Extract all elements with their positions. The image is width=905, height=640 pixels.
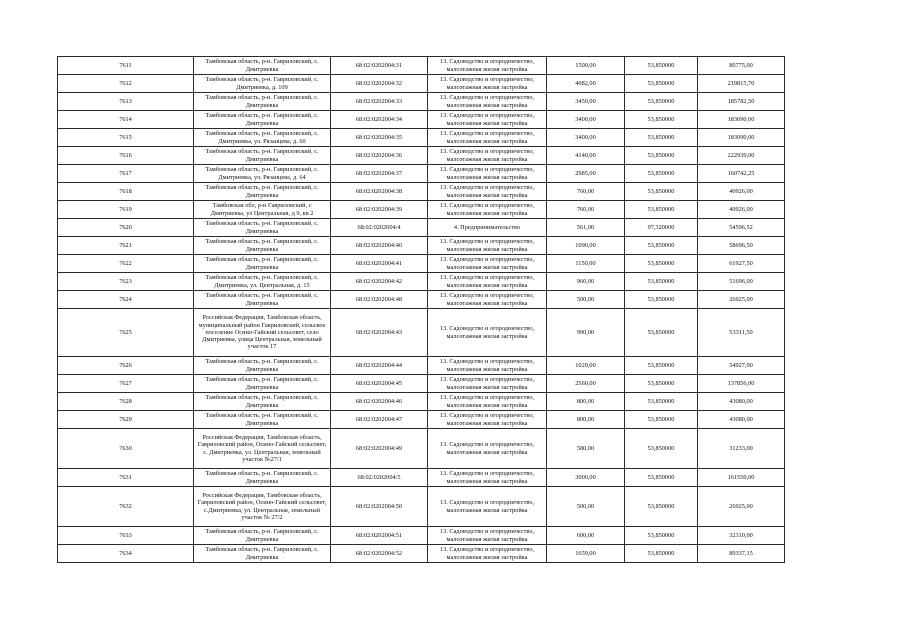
cadastral-value-cell: 160742,25 (698, 165, 785, 183)
specific-value-cell: 53,850000 (625, 429, 698, 469)
address-cell: Тамбовская область, р-н. Гавриловский, с. Дмитриевка, д. 109 (194, 75, 331, 93)
address-cell: Тамбовская область, р-н. Гавриловский, с. Дмитриевка (194, 411, 331, 429)
cadastral-number-cell: 68:02:0202004:42 (331, 273, 428, 291)
land-use-cell: 13. Садоводство и огородничество, малоэтажная жилая застройка (428, 411, 547, 429)
table-row (58, 165, 785, 183)
row-number: 7620 (58, 219, 194, 237)
address-cell: Тамбовская область, р-н. Гавриловский, с. Дмитриевка (194, 183, 331, 201)
area-cell: 500,00 (547, 487, 625, 527)
land-use-cell: 13. Садоводство и огородничество, малоэтажная жилая застройка (428, 429, 547, 469)
land-use-cell: 13. Садоводство и огородничество, малоэтажная жилая застройка (428, 375, 547, 393)
area-cell: 2560,00 (547, 375, 625, 393)
cadastral-number-cell: 68:02:0202004:49 (331, 429, 428, 469)
specific-value-cell: 97,320000 (625, 219, 698, 237)
row-number: 7613 (58, 93, 194, 111)
row-number: 7631 (58, 469, 194, 487)
table-row (58, 309, 785, 357)
specific-value-cell: 53,850000 (625, 201, 698, 219)
cadastral-value-cell: 26925,00 (698, 291, 785, 309)
row-number: 7630 (58, 429, 194, 469)
cadastral-value-cell: 40926,00 (698, 201, 785, 219)
area-cell: 960,00 (547, 273, 625, 291)
land-use-cell: 13. Садоводство и огородничество, малоэтажная жилая застройка (428, 291, 547, 309)
cadastral-number-cell: 68:02:0202004:41 (331, 255, 428, 273)
land-use-cell: 13. Садоводство и огородничество, малоэтажная жилая застройка (428, 165, 547, 183)
area-cell: 800,00 (547, 411, 625, 429)
row-number: 7624 (58, 291, 194, 309)
cadastral-number-cell: 68:02:0202004:39 (331, 201, 428, 219)
land-use-cell: 13. Садоводство и огородничество, малоэтажная жилая застройка (428, 237, 547, 255)
row-number: 7618 (58, 183, 194, 201)
table-row (58, 273, 785, 291)
land-use-cell: 13. Садоводство и огородничество, малоэтажная жилая застройка (428, 527, 547, 545)
cadastral-value-cell: 54927,00 (698, 357, 785, 375)
cadastral-value-table (57, 56, 785, 563)
area-cell: 500,00 (547, 291, 625, 309)
cadastral-number-cell: 68:02:0202004:51 (331, 527, 428, 545)
table-row (58, 291, 785, 309)
area-cell: 600,00 (547, 527, 625, 545)
land-use-cell: 13. Садоводство и огородничество, малоэтажная жилая застройка (428, 111, 547, 129)
table-row (58, 393, 785, 411)
specific-value-cell: 53,850000 (625, 111, 698, 129)
specific-value-cell: 53,850000 (625, 545, 698, 563)
row-number: 7628 (58, 393, 194, 411)
cadastral-value-cell: 58696,50 (698, 237, 785, 255)
cadastral-number-cell: 68:02:0202004:33 (331, 93, 428, 111)
row-number: 7617 (58, 165, 194, 183)
row-number: 7615 (58, 129, 194, 147)
row-number: 7626 (58, 357, 194, 375)
land-use-cell: 13. Садоводство и огородничество, малоэтажная жилая застройка (428, 57, 547, 75)
row-number: 7622 (58, 255, 194, 273)
cadastral-number-cell: 68:02:0202004:46 (331, 393, 428, 411)
land-use-cell: 13. Садоводство и огородничество, малоэтажная жилая застройка (428, 147, 547, 165)
area-cell: 2985,00 (547, 165, 625, 183)
cadastral-number-cell: 68:02:0202004:35 (331, 129, 428, 147)
address-cell: Тамбовская обл, р-н Гавриловский, с Дмитриевка, ул Центральная, д 9, кв 2 (194, 201, 331, 219)
cadastral-number-cell: 68:02:0202004:37 (331, 165, 428, 183)
cadastral-number-cell: 68:02:0202004:50 (331, 487, 428, 527)
row-number: 7623 (58, 273, 194, 291)
area-cell: 3400,00 (547, 129, 625, 147)
table-row (58, 357, 785, 375)
area-cell: 3000,00 (547, 469, 625, 487)
address-cell: Тамбовская область, р-н. Гавриловский, с. Дмитриевка, ул. Рязанцева, д. 64 (194, 165, 331, 183)
cadastral-number-cell: 68:02:0202004:47 (331, 411, 428, 429)
cadastral-number-cell: 68:02:0202004:40 (331, 237, 428, 255)
area-cell: 760,00 (547, 201, 625, 219)
table-row (58, 147, 785, 165)
address-cell: Тамбовская область, р-н. Гавриловский, с. Дмитриевка (194, 375, 331, 393)
cadastral-value-cell: 80775,00 (698, 57, 785, 75)
cadastral-number-cell: 68:02:0202004:34 (331, 111, 428, 129)
cadastral-value-cell: 183090,00 (698, 129, 785, 147)
cadastral-value-cell: 31233,00 (698, 429, 785, 469)
area-cell: 1659,00 (547, 545, 625, 563)
specific-value-cell: 53,850000 (625, 309, 698, 357)
address-cell: Российская Федерация, Тамбовская область, Гавриловский район, Осино-Гайский сельсовет, с.Дмитриевка, ул. Центральная, земельный участок № 27/2 (194, 487, 331, 527)
table-row (58, 429, 785, 469)
address-cell: Тамбовская область, р-н. Гавриловский, с. Дмитриевка, ул. Центральная, д. 15 (194, 273, 331, 291)
row-number: 7629 (58, 411, 194, 429)
cadastral-value-cell: 51696,00 (698, 273, 785, 291)
table-row (58, 129, 785, 147)
specific-value-cell: 53,850000 (625, 411, 698, 429)
area-cell: 3450,00 (547, 93, 625, 111)
specific-value-cell: 53,850000 (625, 183, 698, 201)
specific-value-cell: 53,850000 (625, 129, 698, 147)
cadastral-value-cell: 61927,50 (698, 255, 785, 273)
area-cell: 800,00 (547, 393, 625, 411)
area-cell: 1020,00 (547, 357, 625, 375)
row-number: 7625 (58, 309, 194, 357)
row-number: 7634 (58, 545, 194, 563)
table-row (58, 201, 785, 219)
address-cell: Тамбовская область, р-н. Гавриловский, с. Дмитриевка, ул. Рязанцева, д. 60 (194, 129, 331, 147)
cadastral-value-cell: 137856,00 (698, 375, 785, 393)
address-cell: Тамбовская область, р-н. Гавриловский, с. Дмитриевка (194, 527, 331, 545)
area-cell: 561,00 (547, 219, 625, 237)
area-cell: 580,00 (547, 429, 625, 469)
area-cell: 990,00 (547, 309, 625, 357)
address-cell: Российская Федерация, Тамбовская область, муниципальный район Гавриловский, сельское поселение Осино-Гайский сельсовет, село Дмитриевка, улица Центральная, земельный участок 17 (194, 309, 331, 357)
cadastral-value-cell: 32310,00 (698, 527, 785, 545)
table-row (58, 487, 785, 527)
land-use-cell: 13. Садоводство и огородничество, малоэтажная жилая застройка (428, 93, 547, 111)
cadastral-value-cell: 185782,50 (698, 93, 785, 111)
table-row (58, 57, 785, 75)
land-use-cell: 13. Садоводство и огородничество, малоэтажная жилая застройка (428, 201, 547, 219)
specific-value-cell: 53,850000 (625, 393, 698, 411)
row-number: 7612 (58, 75, 194, 93)
land-use-cell: 13. Садоводство и огородничество, малоэтажная жилая застройка (428, 129, 547, 147)
specific-value-cell: 53,850000 (625, 237, 698, 255)
address-cell: Тамбовская область, р-н. Гавриловский, с. Дмитриевка (194, 237, 331, 255)
address-cell: Российская Федерация, Тамбовская область, Гавриловский район, Осино-Гайский сельсовет, с. Дмитриевка, ул. Центральная, земельный участок №27/1 (194, 429, 331, 469)
address-cell: Тамбовская область, р-н. Гавриловский, с. Дмитриевка (194, 469, 331, 487)
row-number: 7627 (58, 375, 194, 393)
area-cell: 4140,00 (547, 147, 625, 165)
row-number: 7621 (58, 237, 194, 255)
specific-value-cell: 53,850000 (625, 469, 698, 487)
land-use-cell: 13. Садоводство и огородничество, малоэтажная жилая застройка (428, 309, 547, 357)
cadastral-value-cell: 89337,15 (698, 545, 785, 563)
specific-value-cell: 53,850000 (625, 487, 698, 527)
land-use-cell: 13. Садоводство и огородничество, малоэтажная жилая застройка (428, 357, 547, 375)
specific-value-cell: 53,850000 (625, 273, 698, 291)
specific-value-cell: 53,850000 (625, 93, 698, 111)
land-use-cell: 13. Садоводство и огородничество, малоэтажная жилая застройка (428, 75, 547, 93)
specific-value-cell: 53,850000 (625, 291, 698, 309)
land-use-cell: 13. Садоводство и огородничество, малоэтажная жилая застройка (428, 183, 547, 201)
address-cell: Тамбовская область, р-н. Гавриловский, с. Дмитриевка (194, 393, 331, 411)
area-cell: 1090,00 (547, 237, 625, 255)
address-cell: Тамбовская область, р-н. Гавриловский, с. Дмитриевка (194, 219, 331, 237)
table-row (58, 545, 785, 563)
address-cell: Тамбовская область, р-н. Гавриловский, с. Дмитриевка (194, 57, 331, 75)
cadastral-number-cell: 68:02:0202004:45 (331, 375, 428, 393)
cadastral-number-cell: 68:02:0202004:38 (331, 183, 428, 201)
area-cell: 1500,00 (547, 57, 625, 75)
land-use-cell: 13. Садоводство и огородничество, малоэтажная жилая застройка (428, 469, 547, 487)
cadastral-number-cell: 68:02:0202004:32 (331, 75, 428, 93)
land-use-cell: 4. Предпринимательство (428, 219, 547, 237)
specific-value-cell: 53,850000 (625, 255, 698, 273)
table-row (58, 469, 785, 487)
cadastral-value-cell: 219815,70 (698, 75, 785, 93)
specific-value-cell: 53,850000 (625, 375, 698, 393)
cadastral-value-cell: 222939,00 (698, 147, 785, 165)
area-cell: 760,00 (547, 183, 625, 201)
land-use-cell: 13. Садоводство и огородничество, малоэтажная жилая застройка (428, 273, 547, 291)
table-row (58, 183, 785, 201)
specific-value-cell: 53,850000 (625, 75, 698, 93)
row-number: 7611 (58, 57, 194, 75)
cadastral-number-cell: 68:02:0202004:52 (331, 545, 428, 563)
land-use-cell: 13. Садоводство и огородничество, малоэтажная жилая застройка (428, 255, 547, 273)
cadastral-number-cell: 68:02:0202004:5 (331, 469, 428, 487)
address-cell: Тамбовская область, р-н. Гавриловский, с. Дмитриевка (194, 255, 331, 273)
row-number: 7632 (58, 487, 194, 527)
address-cell: Тамбовская область, р-н. Гавриловский, с. Дмитриевка (194, 111, 331, 129)
specific-value-cell: 53,850000 (625, 165, 698, 183)
table-row (58, 219, 785, 237)
area-cell: 3400,00 (547, 111, 625, 129)
address-cell: Тамбовская область, р-н. Гавриловский, с. Дмитриевка (194, 147, 331, 165)
table-row (58, 93, 785, 111)
table-body (58, 57, 785, 563)
address-cell: Тамбовская область, р-н. Гавриловский, с. Дмитриевка (194, 291, 331, 309)
table-row (58, 237, 785, 255)
cadastral-number-cell: 68:02:0202004:48 (331, 291, 428, 309)
specific-value-cell: 53,850000 (625, 527, 698, 545)
address-cell: Тамбовская область, р-н. Гавриловский, с. Дмитриевка (194, 545, 331, 563)
cadastral-number-cell: 68:02:0202004:44 (331, 357, 428, 375)
address-cell: Тамбовская область, р-н. Гавриловский, с. Дмитриевка (194, 357, 331, 375)
cadastral-number-cell: 68:02:0202004:43 (331, 309, 428, 357)
cadastral-value-cell: 43080,00 (698, 393, 785, 411)
table-row (58, 255, 785, 273)
table-row (58, 527, 785, 545)
table-row (58, 111, 785, 129)
row-number: 7619 (58, 201, 194, 219)
cadastral-number-cell: 68:02:0202004:36 (331, 147, 428, 165)
specific-value-cell: 53,850000 (625, 57, 698, 75)
cadastral-value-cell: 183090,00 (698, 111, 785, 129)
land-use-cell: 13. Садоводство и огородничество, малоэтажная жилая застройка (428, 393, 547, 411)
table-row (58, 75, 785, 93)
row-number: 7614 (58, 111, 194, 129)
area-cell: 4082,00 (547, 75, 625, 93)
specific-value-cell: 53,850000 (625, 147, 698, 165)
table-row (58, 411, 785, 429)
land-use-cell: 13. Садоводство и огородничество, малоэтажная жилая застройка (428, 545, 547, 563)
cadastral-value-cell: 26925,00 (698, 487, 785, 527)
table-row (58, 375, 785, 393)
cadastral-value-cell: 53311,50 (698, 309, 785, 357)
address-cell: Тамбовская область, р-н. Гавриловский, с. Дмитриевка (194, 93, 331, 111)
row-number: 7616 (58, 147, 194, 165)
cadastral-value-cell: 43080,00 (698, 411, 785, 429)
specific-value-cell: 53,850000 (625, 357, 698, 375)
cadastral-value-cell: 161550,00 (698, 469, 785, 487)
area-cell: 1150,00 (547, 255, 625, 273)
row-number: 7633 (58, 527, 194, 545)
cadastral-number-cell: 68:02:0202004:31 (331, 57, 428, 75)
cadastral-number-cell: 68:02:0202004:4 (331, 219, 428, 237)
cadastral-value-cell: 54596,52 (698, 219, 785, 237)
cadastral-value-cell: 40926,00 (698, 183, 785, 201)
land-use-cell: 13. Садоводство и огородничество, малоэтажная жилая застройка (428, 487, 547, 527)
